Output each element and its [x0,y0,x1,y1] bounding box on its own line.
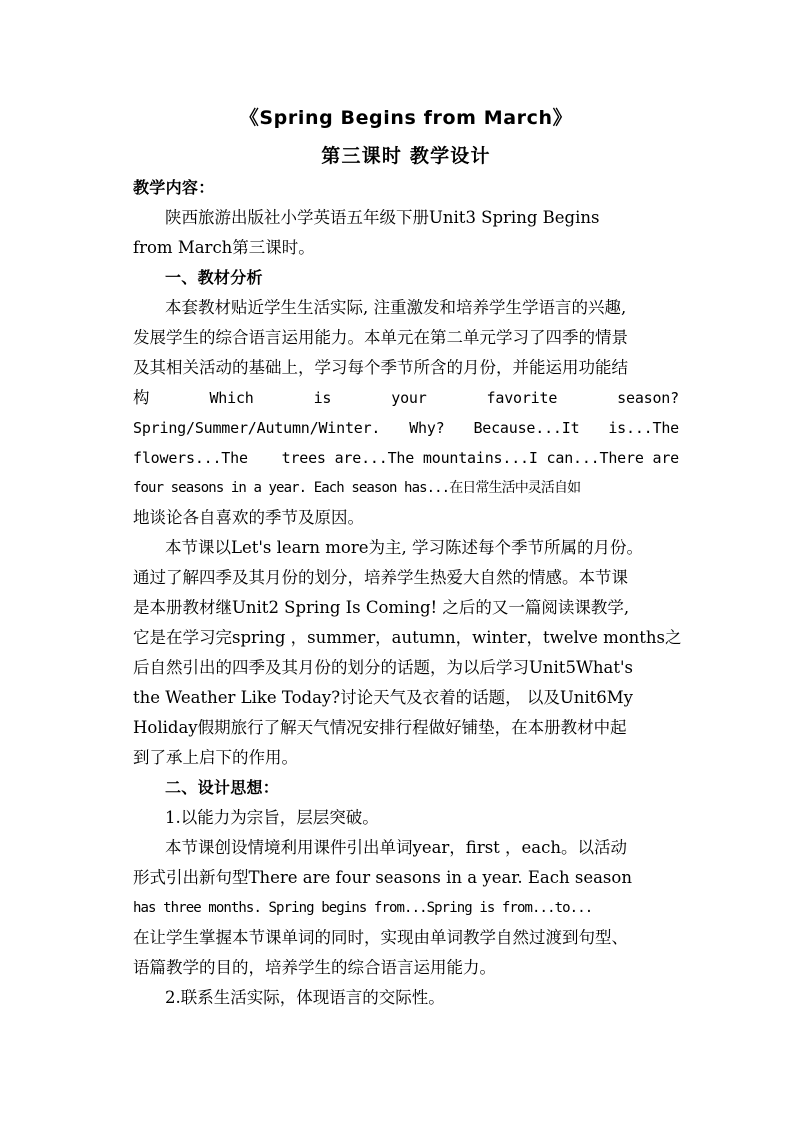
material-analysis-p1-line3: 及其相关活动的基础上，学习每个季节所含的月份，并能运用功能结 [133,358,628,377]
material-analysis-p1-line6 [133,443,679,473]
line6-rest: trees are...The mountains...I can...There are [281,449,679,467]
material-analysis-p2-line3: 是本册教材继Unit2 Spring Is Coming! 之后的又一篇阅读课教学, [133,598,630,617]
line4-char-gou: 构 [133,388,150,407]
design-thinking-item-2: 2.联系生活实际，体现语言的交际性。 [165,988,445,1007]
line4-word-season: season? [617,389,679,407]
heading-material-analysis: 一、教材分析 [165,268,263,287]
design-thinking-item1-line3: has three months. Spring begins from...Spring is from...to... [133,900,593,916]
design-thinking-item1-line2: 形式引出新句型There are four seasons in a year. Each season [133,868,632,887]
page-subtitle: 第三课时 教学设计 [321,145,491,167]
material-analysis-p2-line6: the Weather Like Today?讨论天气及衣着的话题， 以及Unit6My [133,688,634,707]
line5-because: Because...It [473,419,580,437]
page-title: 《Spring Begins from March》 [239,107,573,129]
document-content [133,0,682,1013]
line5-seasons-list: Spring/Summer/Autumn/Winter. [133,419,381,437]
material-analysis-p1-line8: 地谈论各自喜欢的季节及原因。 [133,508,364,527]
material-analysis-p1-line2: 发展学生的综合语言运用能力。本单元在第二单元学习了四季的情景 [133,328,628,347]
line5-why: Why? [409,419,445,437]
heading-design-thinking: 二、设计思想： [165,778,280,797]
line4-word-favorite: favorite [486,389,558,407]
material-analysis-p1-line7: four seasons in a year. Each season has...在日常生活中灵活自如 [133,480,581,496]
line4-word-which: Which [209,389,254,407]
design-thinking-item1-line4: 在让学生掌握本节课单词的同时，实现由单词教学自然过渡到句型、 [133,928,628,947]
material-analysis-p2-line1: 本节课以Let's learn more为主, 学习陈述每个季节所属的月份。 [165,538,643,557]
material-analysis-p2-line4: 它是在学习完spring ，summer，autumn，winter，twelve months之 [133,628,682,647]
material-analysis-p1-line4 [133,383,679,413]
design-thinking-item1-line1: 本节课创设情境利用课件引出单词year，first ，each。以活动 [165,838,628,857]
material-analysis-p1-line5 [133,413,679,443]
material-analysis-p2-line8: 到了承上启下的作用。 [133,748,298,767]
design-thinking-item1-line5: 语篇教学的目的，培养学生的综合语言运用能力。 [133,958,496,977]
material-analysis-p2-line5: 后自然引出的四季及其月份的划分的话题，为以后学习Unit5What's [133,658,633,677]
teaching-content-line-1: 陕西旅游出版社小学英语五年级下册Unit3 Spring Begins [165,208,600,227]
line4-word-your: your [391,389,427,407]
design-thinking-item-1: 1.以能力为宗旨，层层突破。 [165,808,379,827]
line6-flowers: flowers...The [133,449,248,467]
teaching-content-line-2: from March第三课时。 [133,238,315,257]
heading-teaching-content: 教学内容： [133,178,215,197]
line5-is-the: is...The [608,419,679,437]
material-analysis-p2-line7: Holiday假期旅行了解天气情况安排行程做好铺垫，在本册教材中起 [133,718,627,737]
material-analysis-p1-line1: 本套教材贴近学生生活实际, 注重激发和培养学生学语言的兴趣, [165,298,627,317]
material-analysis-p2-line2: 通过了解四季及其月份的划分，培养学生热爱大自然的情感。本节课 [133,568,628,587]
line4-word-is: is [313,389,332,407]
